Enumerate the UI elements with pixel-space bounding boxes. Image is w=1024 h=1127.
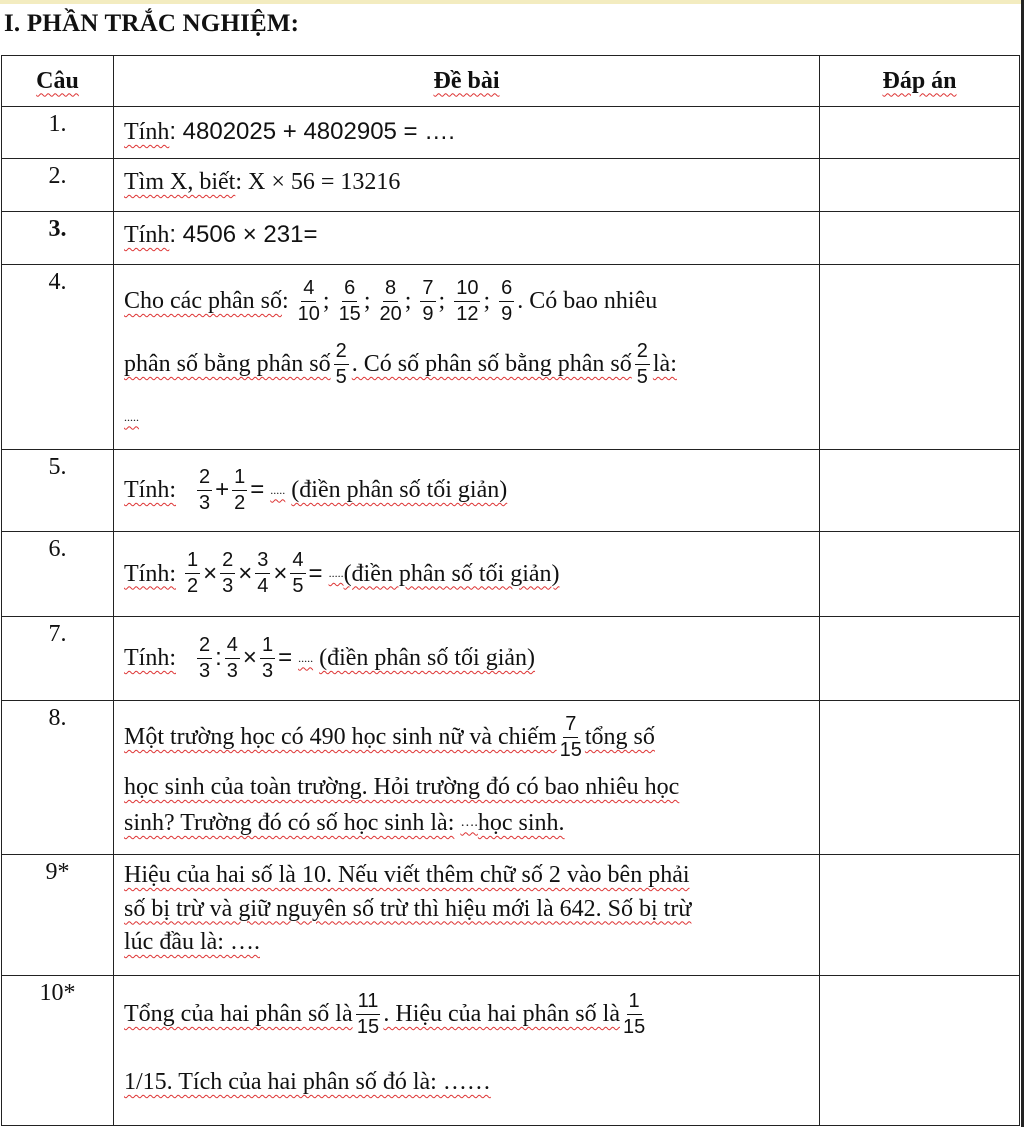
question-text: Tổng của hai phân số là $\frac{11}{15}$ . Hiệu của hai phân số là $\frac{1}{15}$ 1/15. Tích của hai phân số đó là: ……	[114, 976, 820, 1126]
question-text: Tìm X, biết: X × 56 = 13216	[114, 159, 820, 212]
fraction: $\frac{10}{12}$	[456, 276, 479, 325]
question-text: Tính: $\frac{2}{3}$ + $\frac{1}{2}$ = ..... (điền phân số tối giản)	[114, 450, 820, 532]
fraction: $\frac{7}{9}$	[422, 276, 434, 325]
answer-cell[interactable]	[820, 701, 1020, 855]
header-cau: Câu	[2, 56, 114, 107]
fraction: $\frac{2}{5}$	[636, 339, 648, 388]
fraction: $\frac{2}{3}$	[222, 549, 234, 597]
question-number: 9*	[2, 855, 114, 976]
section-heading: I. PHẦN TRẮC NGHIỆM:	[4, 10, 300, 37]
answer-cell[interactable]	[820, 855, 1020, 976]
answer-cell[interactable]	[820, 976, 1020, 1126]
question-text: Một trường học có 490 học sinh nữ và chiếm $\frac{7}{15}$ tổng số học sinh của toàn trường. Hỏi trường đó có bao nhiêu học sinh? Trường đó có số học sinh là: …. học sinh.	[114, 701, 820, 855]
fraction: $\frac{2}{3}$	[199, 465, 211, 514]
fraction: $\frac{11}{15}$	[356, 989, 380, 1038]
fraction: $\frac{7}{15}$	[559, 712, 582, 761]
question-number: 6.	[2, 532, 114, 617]
fraction: $\frac{1}{2}$	[187, 549, 199, 597]
question-number: 3.	[2, 212, 114, 265]
fraction: $\frac{1}{3}$	[261, 633, 274, 682]
question-number: 8.	[2, 701, 114, 855]
answer-cell[interactable]	[820, 212, 1020, 265]
header-dap-an: Đáp án	[820, 56, 1020, 107]
question-table	[1, 55, 1020, 1126]
table-row	[2, 450, 1020, 532]
answer-cell[interactable]	[820, 617, 1020, 701]
fraction: $\frac{4}{3}$	[226, 633, 238, 682]
fraction: $\frac{6}{15}$	[338, 276, 361, 325]
table-row	[2, 855, 1020, 976]
question-number: 5.	[2, 450, 114, 532]
answer-cell[interactable]	[820, 159, 1020, 212]
table-header-row	[2, 56, 1020, 107]
fraction: $\frac{3}{4}$	[257, 549, 269, 597]
fraction: $\frac{4}{10}$	[297, 276, 320, 325]
answer-cell[interactable]	[820, 265, 1020, 450]
table-row	[2, 617, 1020, 701]
fraction: $\frac{6}{9}$	[501, 276, 513, 325]
fraction: $\frac{8}{20}$	[379, 276, 402, 325]
header-de-bai: Đề bài	[114, 56, 820, 107]
question-text: Hiệu của hai số là 10. Nếu viết thêm chữ số 2 vào bên phải số bị trừ và giữ nguyên số trừ thì hiệu mới là 642. Số bị trừ lúc đầu là: ….	[114, 855, 820, 976]
question-text: Tính: 4802025 + 4802905 = ….	[114, 107, 820, 159]
answer-cell[interactable]	[820, 532, 1020, 617]
table-row	[2, 701, 1020, 855]
question-text: Cho các phân số : $\frac{4}{10}$ ; $\frac{6}{15}$ ; $\frac{8}{20}$ ; $\frac{7}{9}$ ; $\frac{10}{12}$ ; $\frac{6}{9}$ . Có bao nhiêu phân số bằng phân số $\frac{2}{5}$ . Có số phân số bằng phân số $\frac{2}{5}$ là: .....	[114, 265, 820, 450]
question-number: 7.	[2, 617, 114, 701]
table-row	[2, 265, 1020, 450]
answer-cell[interactable]	[820, 450, 1020, 532]
fraction: $\frac{2}{5}$	[335, 339, 347, 388]
fraction: $\frac{2}{3}$	[199, 633, 211, 682]
table-row	[2, 107, 1020, 159]
top-border	[0, 0, 1024, 4]
table-row	[2, 532, 1020, 617]
answer-blank: .....	[124, 409, 139, 424]
fraction: $\frac{1}{15}$	[622, 989, 646, 1038]
question-number: 1.	[2, 107, 114, 159]
question-text: Tính: $\frac{1}{2}$ × $\frac{2}{3}$ × $\frac{3}{4}$ × $\frac{4}{5}$ = ..... (điền phân số tối giản)	[114, 532, 820, 617]
question-number: 2.	[2, 159, 114, 212]
fraction: $\frac{4}{5}$	[292, 549, 304, 597]
fraction: $\frac{1}{2}$	[234, 465, 246, 514]
question-number: 4.	[2, 265, 114, 450]
table-row	[2, 212, 1020, 265]
table-row	[2, 159, 1020, 212]
question-text: Tính: $\frac{2}{3}$ : $\frac{4}{3}$ × $\frac{1}{3}$ = ..... (điền phân số tối giản)	[114, 617, 820, 701]
question-text: Tính: 4506 × 231=	[114, 212, 820, 265]
answer-cell[interactable]	[820, 107, 1020, 159]
question-number: 10*	[2, 976, 114, 1126]
table-row	[2, 976, 1020, 1126]
